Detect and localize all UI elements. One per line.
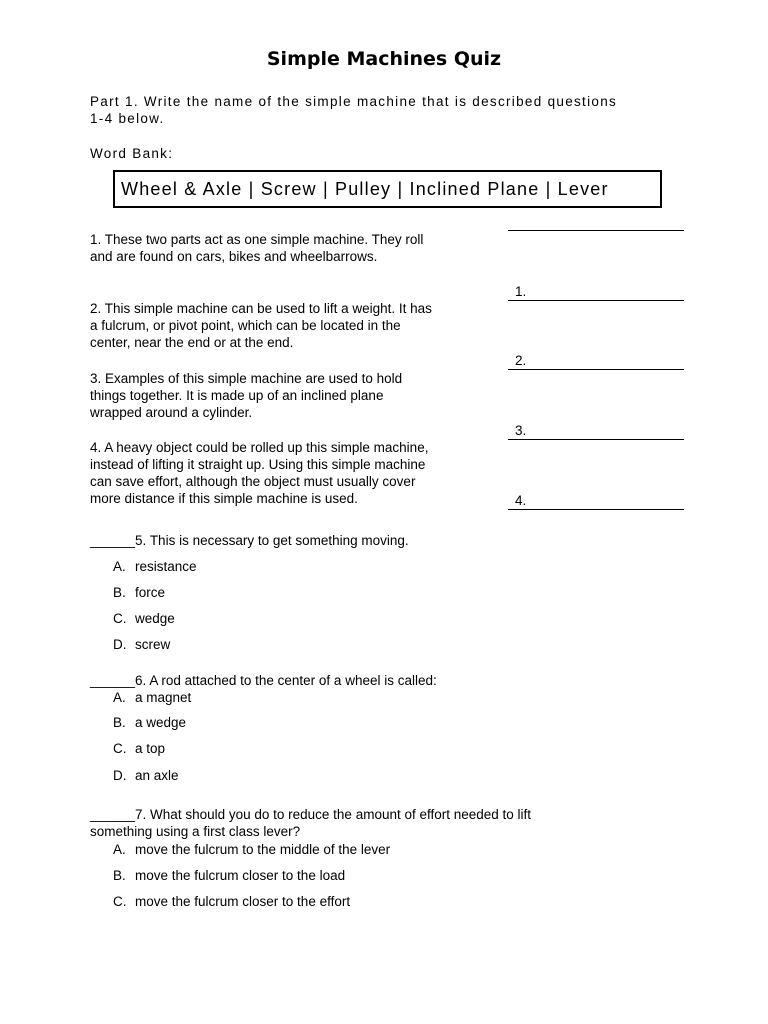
answer-number-1: 1. bbox=[515, 284, 527, 299]
question-7-stem-line-1: ______7. What should you do to reduce the amount of effort needed to lift bbox=[90, 807, 532, 822]
option-letter: C. bbox=[113, 741, 127, 756]
option-letter: A. bbox=[113, 690, 126, 705]
option-text: screw bbox=[135, 637, 171, 652]
question-6-option-b bbox=[113, 714, 186, 731]
answer-number-2: 2. bbox=[515, 353, 527, 368]
question-7-option-c bbox=[113, 893, 350, 910]
question-6-stem: ______6. A rod attached to the center of a wheel is called: bbox=[90, 673, 437, 688]
option-text: an axle bbox=[135, 768, 179, 783]
question-6-option-c bbox=[113, 740, 165, 757]
option-letter: D. bbox=[113, 768, 127, 783]
answer-number-4: 4. bbox=[515, 493, 527, 508]
question-1-line-2: and are found on cars, bikes and wheelbarrows. bbox=[90, 249, 378, 264]
question-7-option-b bbox=[113, 867, 345, 884]
option-text: move the fulcrum closer to the effort bbox=[135, 894, 351, 909]
word-bank-box bbox=[113, 170, 662, 208]
option-letter: C. bbox=[113, 611, 127, 626]
question-1 bbox=[90, 231, 500, 265]
question-2-line-1: 2. This simple machine can be used to lift a weight. It has bbox=[90, 301, 432, 316]
option-letter: D. bbox=[113, 637, 127, 652]
question-6-option-a bbox=[113, 689, 191, 706]
option-letter: C. bbox=[113, 894, 127, 909]
question-2 bbox=[90, 300, 500, 351]
question-4-line-2: instead of lifting it straight up. Using this simple machine bbox=[90, 457, 426, 472]
option-letter: A. bbox=[113, 842, 126, 857]
question-2-line-2: a fulcrum, or pivot point, which can be located in the bbox=[90, 318, 401, 333]
question-4-line-4: more distance if this simple machine is used. bbox=[90, 491, 358, 506]
word-bank-text: Wheel & Axle | Screw | Pulley | Inclined Plane | Lever bbox=[121, 178, 609, 199]
option-letter: A. bbox=[113, 559, 126, 574]
answer-line-3[interactable] bbox=[508, 439, 684, 440]
option-letter: B. bbox=[113, 585, 126, 600]
option-text: move the fulcrum to the middle of the lever bbox=[135, 842, 391, 857]
question-5-option-c bbox=[113, 610, 175, 627]
option-letter: B. bbox=[113, 715, 126, 730]
instructions-line-1: Part 1. Write the name of the simple machine that is described questions bbox=[90, 94, 618, 109]
option-text: move the fulcrum closer to the load bbox=[135, 868, 346, 883]
question-6-option-d bbox=[113, 767, 179, 784]
question-5-option-b bbox=[113, 584, 165, 601]
question-1-line-1: 1. These two parts act as one simple machine. They roll bbox=[90, 232, 424, 247]
option-text: a magnet bbox=[135, 690, 192, 705]
instructions-line-2: 1-4 below. bbox=[90, 111, 165, 126]
question-5-option-d bbox=[113, 636, 170, 653]
question-4 bbox=[90, 439, 500, 507]
question-4-line-1: 4. A heavy object could be rolled up this simple machine, bbox=[90, 440, 429, 455]
question-3 bbox=[90, 370, 500, 421]
question-4-line-3: can save effort, although the object must usually cover bbox=[90, 474, 416, 489]
question-3-line-1: 3. Examples of this simple machine are used to hold bbox=[90, 371, 403, 386]
answer-line-4[interactable] bbox=[508, 509, 684, 510]
question-3-line-2: things together. It is made up of an inclined plane bbox=[90, 388, 384, 403]
page-title: Simple Machines Quiz bbox=[266, 48, 502, 70]
option-text: a wedge bbox=[135, 715, 187, 730]
question-7-stem-line-2: something using a first class lever? bbox=[90, 824, 301, 839]
answer-line-top bbox=[508, 230, 684, 231]
option-text: a top bbox=[135, 741, 166, 756]
question-5-option-a bbox=[113, 558, 197, 575]
answer-line-1[interactable] bbox=[508, 300, 684, 301]
answer-line-2[interactable] bbox=[508, 369, 684, 370]
part1-instructions bbox=[90, 93, 617, 127]
option-text: force bbox=[135, 585, 166, 600]
question-2-line-3: center, near the end or at the end. bbox=[90, 335, 294, 350]
answer-number-3: 3. bbox=[515, 423, 527, 438]
option-letter: B. bbox=[113, 868, 126, 883]
question-7-option-a bbox=[113, 841, 390, 858]
question-7-stem bbox=[90, 806, 531, 840]
question-5-stem: ______5. This is necessary to get something moving. bbox=[90, 533, 409, 548]
word-bank-label: Word Bank: bbox=[90, 146, 174, 161]
question-3-line-3: wrapped around a cylinder. bbox=[90, 405, 253, 420]
option-text: wedge bbox=[135, 611, 175, 626]
option-text: resistance bbox=[135, 559, 197, 574]
